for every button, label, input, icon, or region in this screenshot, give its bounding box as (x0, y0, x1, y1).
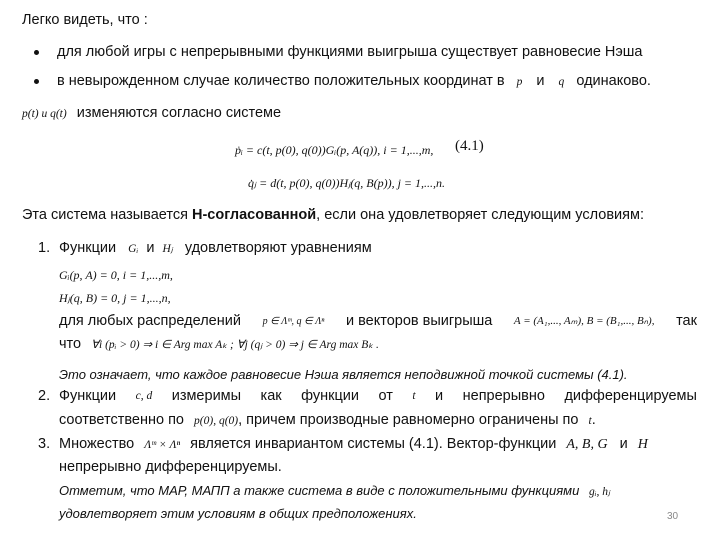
item-3-set: Множество (59, 436, 135, 452)
item-3-note-text: Отметим, что МАР, МАПП а также система в виде с положительными функциями (59, 483, 580, 498)
bullet-item-2-text: в невырожденном случае количество положительных координат в (57, 73, 505, 89)
var-t: t (412, 390, 416, 402)
item-1-line-4 (59, 336, 379, 354)
item-1-note: Это означает, что каждое равновесие Нэша является неподвижной точкой системы (4.1). (59, 367, 628, 382)
math-simplex-product: Λᵐ × Λⁿ (144, 439, 181, 451)
math-payoff-vectors: A = (A₁,..., Aₘ), B = (B₁,..., Bₙ), (513, 315, 655, 327)
item-3-note-2: удовлетворяет этим условиям в общих предположениях. (59, 506, 417, 521)
item-2-continuously: непрерывно (462, 388, 545, 404)
item-1-line-1 (59, 240, 372, 258)
item-2-differentiable: дифференцируемы (564, 388, 697, 404)
var-hj: Hⱼ (162, 243, 173, 255)
item-3-invariant: является инвариантом системы (4.1). Вектор-функции (190, 436, 557, 452)
system-intro-text: изменяются согласно системе (76, 105, 282, 121)
page-number: 30 (667, 511, 679, 522)
var-gh: gᵢ, hⱼ (588, 486, 611, 498)
item-1-functions: Функции (59, 240, 117, 256)
var-p: p (516, 76, 523, 88)
definition-after: , если она удовлетворяет следующим условиям: (316, 207, 644, 223)
item-2-number: 2. (38, 388, 51, 404)
bullet-marker (34, 79, 39, 84)
and-word: и (536, 73, 545, 89)
item-1-satisfy: удовлетворяют уравнениям (184, 240, 372, 256)
var-t: t (588, 415, 592, 427)
item-3-note-1 (59, 482, 610, 501)
item-2-respectively: соответственно по (59, 412, 184, 428)
equation-label: (4.1) (455, 138, 484, 154)
item-3-line-2: непрерывно дифференцируемы. (59, 459, 282, 475)
math-distributions: p ∈ Λᵐ, q ∈ Λⁿ (262, 316, 325, 327)
equation-1: ṗᵢ = c(t, p(0), q(0))Gᵢ(p, A(q)), i = 1,...,m, (235, 143, 434, 157)
and-word: и (435, 388, 444, 404)
bullet-item-2 (57, 73, 651, 91)
item-3-line-1 (59, 436, 648, 454)
var-abg: A, B, G (566, 437, 608, 452)
equation-h: Hⱼ(q, B) = 0, j = 1,...,n, (59, 291, 171, 305)
system-intro (22, 105, 281, 123)
and-word: и (619, 436, 628, 452)
item-2-line-1 (59, 388, 697, 405)
math-argmax-condition: ∀i (pᵢ > 0) ⇒ i ∈ Arg max Aₖ ; ∀j (qⱼ > 0) ⇒ j ∈ Arg max Bₖ . (91, 339, 379, 351)
var-gi: Gᵢ (128, 243, 139, 255)
item-1-payoff-vectors: и векторов выигрыша (345, 313, 493, 329)
item-2-function-word: функции (301, 388, 359, 404)
item-2-bounded: , причем производные равномерно ограничены по (238, 412, 579, 428)
equation-2: q̇ⱼ = d(t, p(0), q(0))Hⱼ(q, B(p)), j = 1,...,n. (248, 176, 446, 190)
intro-text: Легко видеть, что : (22, 12, 148, 28)
system-vars: p(t) и q(t) (22, 108, 67, 120)
bullet-item-1: для любой игры с непрерывными функциями выигрыша существует равновесие Нэша (57, 44, 643, 60)
item-2-line-2 (59, 412, 596, 430)
item-1-number: 1. (38, 240, 51, 256)
item-2-as: как (260, 388, 282, 404)
item-3-number: 3. (38, 436, 51, 452)
and-word: и (146, 240, 155, 256)
math-initial-values: p(0), q(0) (194, 415, 239, 427)
var-q: q (558, 76, 565, 88)
item-1-so: так (676, 313, 697, 329)
var-h: H (637, 437, 648, 452)
item-1-distributions: для любых распределений (59, 313, 241, 329)
var-cd: c, d (135, 390, 153, 402)
item-1-line-3 (59, 313, 697, 330)
definition (22, 207, 644, 224)
item-2-measurable: измеримы (171, 388, 242, 404)
equation-g: Gᵢ(p, A) = 0, i = 1,...,m, (59, 268, 173, 282)
definition-before: Эта система называется (22, 207, 192, 223)
item-1-that: что (59, 336, 82, 352)
item-2-functions: Функции (59, 388, 117, 404)
definition-term: Н-согласованной (191, 207, 317, 223)
item-2-period: . (591, 412, 596, 428)
bullet-marker (34, 50, 39, 55)
bullet-item-2-end: одинаково. (576, 73, 651, 89)
item-2-of: от (378, 388, 393, 404)
